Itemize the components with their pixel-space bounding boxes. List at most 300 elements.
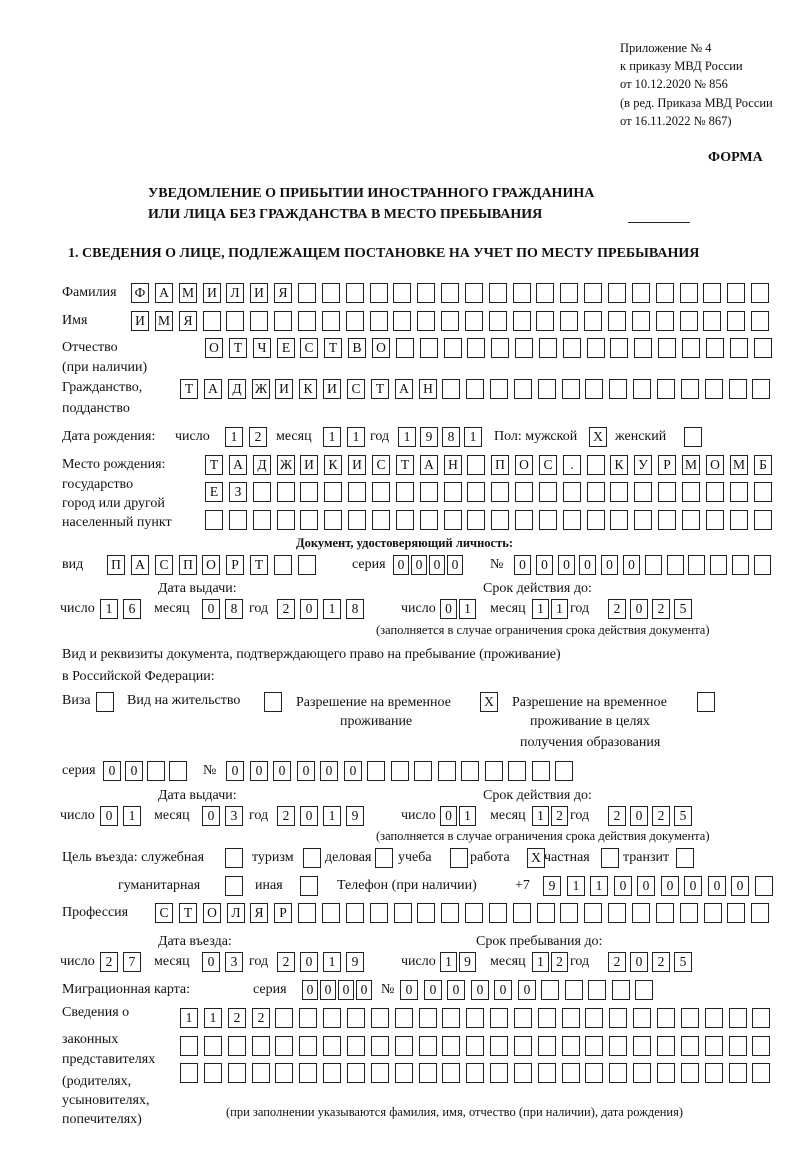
char-cell[interactable] [634, 338, 652, 358]
char-cell[interactable] [752, 1008, 770, 1028]
char-cell[interactable] [299, 1036, 317, 1056]
char-cell[interactable]: 2 [551, 806, 568, 826]
char-cell[interactable] [658, 482, 676, 502]
char-cell[interactable] [538, 1036, 556, 1056]
char-cell[interactable] [539, 510, 557, 530]
char-cell[interactable]: М [682, 455, 700, 475]
char-cell[interactable] [532, 761, 550, 781]
char-cell[interactable]: 0 [202, 806, 220, 826]
char-cell[interactable] [490, 1063, 508, 1083]
char-cell[interactable] [515, 338, 533, 358]
char-cell[interactable] [705, 1008, 723, 1028]
char-cell[interactable]: Л [226, 283, 244, 303]
char-cell[interactable]: 0 [100, 806, 118, 826]
char-cell[interactable] [682, 510, 700, 530]
char-cell[interactable] [204, 1036, 222, 1056]
char-cell[interactable] [727, 283, 745, 303]
char-cell[interactable]: 1 [100, 599, 118, 619]
char-cell[interactable]: 5 [674, 599, 692, 619]
char-cell[interactable]: В [348, 338, 366, 358]
char-cell[interactable]: 0 [202, 952, 220, 972]
char-cell[interactable] [180, 1063, 198, 1083]
char-cell[interactable]: А [131, 555, 149, 575]
char-cell[interactable] [395, 1063, 413, 1083]
char-cell[interactable] [705, 1036, 723, 1056]
char-cell[interactable] [204, 1063, 222, 1083]
char-cell[interactable] [752, 379, 770, 399]
char-cell[interactable] [563, 510, 581, 530]
char-cell[interactable] [323, 1063, 341, 1083]
char-cell[interactable] [612, 980, 630, 1000]
char-cell[interactable]: К [324, 455, 342, 475]
residence-checkbox[interactable] [264, 692, 282, 712]
char-cell[interactable] [563, 338, 581, 358]
char-cell[interactable] [667, 555, 684, 575]
char-cell[interactable] [632, 903, 650, 923]
char-cell[interactable] [563, 482, 581, 502]
char-cell[interactable]: И [300, 455, 318, 475]
char-cell[interactable]: 0 [297, 761, 315, 781]
char-cell[interactable]: 0 [447, 555, 463, 575]
char-cell[interactable] [417, 311, 435, 331]
char-cell[interactable] [681, 1036, 699, 1056]
char-cell[interactable] [347, 1008, 365, 1028]
char-cell[interactable] [658, 510, 676, 530]
char-cell[interactable]: К [299, 379, 317, 399]
char-cell[interactable]: 6 [123, 599, 141, 619]
char-cell[interactable] [732, 555, 749, 575]
char-cell[interactable]: 2 [652, 952, 670, 972]
char-cell[interactable]: А [395, 379, 413, 399]
char-cell[interactable] [393, 311, 411, 331]
char-cell[interactable]: 0 [623, 555, 640, 575]
char-cell[interactable] [441, 283, 459, 303]
char-cell[interactable] [729, 379, 747, 399]
char-cell[interactable] [203, 311, 221, 331]
char-cell[interactable]: 9 [459, 952, 476, 972]
char-cell[interactable] [322, 311, 340, 331]
char-cell[interactable] [228, 1036, 246, 1056]
char-cell[interactable] [635, 980, 653, 1000]
char-cell[interactable]: 0 [226, 761, 244, 781]
char-cell[interactable]: 5 [674, 952, 692, 972]
char-cell[interactable]: 0 [424, 980, 442, 1000]
char-cell[interactable] [751, 311, 769, 331]
char-cell[interactable] [253, 510, 271, 530]
char-cell[interactable] [420, 510, 438, 530]
char-cell[interactable] [393, 283, 411, 303]
char-cell[interactable] [229, 510, 247, 530]
char-cell[interactable] [419, 1036, 437, 1056]
char-cell[interactable] [298, 283, 316, 303]
char-cell[interactable]: 1 [532, 599, 549, 619]
char-cell[interactable]: С [539, 455, 557, 475]
char-cell[interactable]: 2 [249, 427, 267, 447]
char-cell[interactable] [466, 379, 484, 399]
char-cell[interactable] [539, 338, 557, 358]
char-cell[interactable] [657, 1063, 675, 1083]
char-cell[interactable]: 2 [100, 952, 118, 972]
char-cell[interactable] [610, 510, 628, 530]
char-cell[interactable] [466, 1063, 484, 1083]
char-cell[interactable] [490, 1008, 508, 1028]
char-cell[interactable] [560, 903, 578, 923]
char-cell[interactable] [252, 1063, 270, 1083]
char-cell[interactable]: Т [229, 338, 247, 358]
char-cell[interactable] [634, 510, 652, 530]
char-cell[interactable] [346, 903, 364, 923]
char-cell[interactable]: 2 [277, 952, 295, 972]
char-cell[interactable] [274, 311, 292, 331]
char-cell[interactable] [682, 482, 700, 502]
char-cell[interactable] [587, 510, 605, 530]
char-cell[interactable] [588, 980, 606, 1000]
char-cell[interactable] [705, 1063, 723, 1083]
char-cell[interactable] [420, 338, 438, 358]
char-cell[interactable] [298, 555, 316, 575]
char-cell[interactable]: Т [179, 903, 197, 923]
char-cell[interactable]: Н [444, 455, 462, 475]
char-cell[interactable]: 1 [567, 876, 585, 896]
char-cell[interactable]: О [706, 455, 724, 475]
char-cell[interactable] [645, 555, 662, 575]
char-cell[interactable]: 0 [125, 761, 143, 781]
char-cell[interactable] [395, 1008, 413, 1028]
char-cell[interactable] [324, 510, 342, 530]
char-cell[interactable]: 0 [630, 952, 648, 972]
char-cell[interactable]: 0 [630, 599, 648, 619]
char-cell[interactable]: Р [274, 903, 292, 923]
char-cell[interactable] [560, 311, 578, 331]
char-cell[interactable]: 1 [323, 427, 341, 447]
char-cell[interactable]: С [155, 903, 173, 923]
char-cell[interactable] [371, 1008, 389, 1028]
char-cell[interactable] [465, 903, 483, 923]
char-cell[interactable]: 9 [543, 876, 561, 896]
char-cell[interactable] [657, 1008, 675, 1028]
char-cell[interactable]: 1 [464, 427, 482, 447]
char-cell[interactable]: 0 [440, 599, 457, 619]
char-cell[interactable]: 0 [344, 761, 362, 781]
char-cell[interactable] [490, 379, 508, 399]
char-cell[interactable] [417, 903, 435, 923]
char-cell[interactable]: А [204, 379, 222, 399]
char-cell[interactable] [703, 311, 721, 331]
char-cell[interactable] [706, 510, 724, 530]
char-cell[interactable]: И [203, 283, 221, 303]
char-cell[interactable] [538, 1008, 556, 1028]
char-cell[interactable]: 5 [674, 806, 692, 826]
char-cell[interactable] [562, 1036, 580, 1056]
char-cell[interactable]: 2 [652, 806, 670, 826]
char-cell[interactable] [585, 379, 603, 399]
char-cell[interactable]: З [229, 482, 247, 502]
char-cell[interactable]: 0 [661, 876, 679, 896]
char-cell[interactable] [730, 338, 748, 358]
char-cell[interactable] [147, 761, 165, 781]
char-cell[interactable] [442, 379, 460, 399]
char-cell[interactable] [681, 1063, 699, 1083]
char-cell[interactable]: 0 [630, 806, 648, 826]
char-cell[interactable] [706, 482, 724, 502]
char-cell[interactable]: Ж [252, 379, 270, 399]
char-cell[interactable]: 2 [228, 1008, 246, 1028]
char-cell[interactable] [348, 482, 366, 502]
char-cell[interactable] [555, 761, 573, 781]
char-cell[interactable]: 0 [250, 761, 268, 781]
char-cell[interactable] [541, 980, 559, 1000]
char-cell[interactable] [444, 338, 462, 358]
char-cell[interactable]: 0 [300, 806, 318, 826]
p-business-checkbox[interactable] [375, 848, 393, 868]
char-cell[interactable] [754, 338, 772, 358]
char-cell[interactable] [419, 1008, 437, 1028]
char-cell[interactable] [508, 761, 526, 781]
char-cell[interactable] [729, 1063, 747, 1083]
char-cell[interactable]: А [229, 455, 247, 475]
char-cell[interactable] [513, 903, 531, 923]
char-cell[interactable]: Т [324, 338, 342, 358]
char-cell[interactable] [367, 761, 385, 781]
char-cell[interactable] [346, 283, 364, 303]
char-cell[interactable] [299, 1063, 317, 1083]
char-cell[interactable] [562, 379, 580, 399]
char-cell[interactable] [438, 761, 456, 781]
char-cell[interactable]: О [203, 903, 221, 923]
p-private-checkbox[interactable] [601, 848, 619, 868]
char-cell[interactable] [250, 311, 268, 331]
char-cell[interactable] [585, 1063, 603, 1083]
char-cell[interactable]: 0 [411, 555, 427, 575]
char-cell[interactable]: 0 [300, 952, 318, 972]
char-cell[interactable] [372, 510, 390, 530]
char-cell[interactable] [609, 379, 627, 399]
char-cell[interactable]: 0 [338, 980, 354, 1000]
char-cell[interactable]: Т [371, 379, 389, 399]
char-cell[interactable]: И [250, 283, 268, 303]
char-cell[interactable] [442, 1036, 460, 1056]
char-cell[interactable]: Т [250, 555, 268, 575]
char-cell[interactable]: Е [205, 482, 223, 502]
char-cell[interactable]: 1 [551, 599, 568, 619]
char-cell[interactable] [609, 1008, 627, 1028]
p-study-checkbox[interactable] [450, 848, 468, 868]
char-cell[interactable] [610, 482, 628, 502]
char-cell[interactable] [322, 283, 340, 303]
char-cell[interactable] [585, 1036, 603, 1056]
char-cell[interactable] [587, 482, 605, 502]
p-service-checkbox[interactable] [225, 848, 243, 868]
char-cell[interactable] [560, 283, 578, 303]
char-cell[interactable] [466, 1008, 484, 1028]
char-cell[interactable] [682, 338, 700, 358]
char-cell[interactable] [539, 482, 557, 502]
char-cell[interactable] [395, 1036, 413, 1056]
char-cell[interactable]: С [155, 555, 173, 575]
char-cell[interactable] [633, 379, 651, 399]
char-cell[interactable] [253, 482, 271, 502]
char-cell[interactable]: 0 [393, 555, 409, 575]
char-cell[interactable] [608, 903, 626, 923]
char-cell[interactable] [396, 510, 414, 530]
char-cell[interactable]: 1 [459, 599, 476, 619]
char-cell[interactable] [730, 510, 748, 530]
char-cell[interactable]: Я [179, 311, 197, 331]
char-cell[interactable] [370, 311, 388, 331]
char-cell[interactable] [461, 761, 479, 781]
p-transit-checkbox[interactable] [676, 848, 694, 868]
char-cell[interactable]: 0 [518, 980, 536, 1000]
char-cell[interactable]: 0 [440, 806, 457, 826]
char-cell[interactable]: 8 [225, 599, 243, 619]
char-cell[interactable] [298, 311, 316, 331]
p-tourism-checkbox[interactable] [303, 848, 321, 868]
char-cell[interactable] [298, 903, 316, 923]
char-cell[interactable] [323, 1008, 341, 1028]
char-cell[interactable]: 3 [225, 952, 243, 972]
char-cell[interactable]: Т [396, 455, 414, 475]
char-cell[interactable]: Р [658, 455, 676, 475]
char-cell[interactable]: И [323, 379, 341, 399]
char-cell[interactable]: Я [274, 283, 292, 303]
char-cell[interactable]: 0 [601, 555, 618, 575]
char-cell[interactable] [585, 1008, 603, 1028]
char-cell[interactable] [467, 338, 485, 358]
char-cell[interactable]: М [730, 455, 748, 475]
char-cell[interactable] [656, 283, 674, 303]
char-cell[interactable]: Т [205, 455, 223, 475]
char-cell[interactable] [515, 510, 533, 530]
char-cell[interactable]: 0 [302, 980, 318, 1000]
char-cell[interactable]: 0 [579, 555, 596, 575]
char-cell[interactable] [372, 482, 390, 502]
char-cell[interactable] [514, 1063, 532, 1083]
char-cell[interactable] [467, 510, 485, 530]
char-cell[interactable] [396, 482, 414, 502]
char-cell[interactable]: Е [277, 338, 295, 358]
char-cell[interactable]: И [131, 311, 149, 331]
char-cell[interactable]: 1 [323, 952, 341, 972]
char-cell[interactable] [396, 338, 414, 358]
char-cell[interactable]: Б [754, 455, 772, 475]
char-cell[interactable] [371, 1036, 389, 1056]
char-cell[interactable] [252, 1036, 270, 1056]
char-cell[interactable] [634, 482, 652, 502]
char-cell[interactable]: Т [180, 379, 198, 399]
char-cell[interactable] [538, 379, 556, 399]
char-cell[interactable] [680, 311, 698, 331]
char-cell[interactable] [277, 510, 295, 530]
char-cell[interactable]: М [155, 311, 173, 331]
char-cell[interactable] [680, 903, 698, 923]
char-cell[interactable] [752, 1036, 770, 1056]
char-cell[interactable] [417, 283, 435, 303]
char-cell[interactable]: 2 [652, 599, 670, 619]
char-cell[interactable] [609, 1036, 627, 1056]
p-work-checkbox[interactable]: X [527, 848, 545, 868]
char-cell[interactable] [370, 283, 388, 303]
char-cell[interactable] [442, 1008, 460, 1028]
char-cell[interactable]: К [610, 455, 628, 475]
char-cell[interactable]: 0 [614, 876, 632, 896]
char-cell[interactable] [490, 1036, 508, 1056]
char-cell[interactable] [419, 1063, 437, 1083]
char-cell[interactable]: 0 [494, 980, 512, 1000]
char-cell[interactable] [562, 1063, 580, 1083]
char-cell[interactable] [513, 283, 531, 303]
char-cell[interactable]: И [275, 379, 293, 399]
char-cell[interactable] [323, 1036, 341, 1056]
char-cell[interactable]: 1 [204, 1008, 222, 1028]
char-cell[interactable]: 1 [323, 599, 341, 619]
p-other-checkbox[interactable] [300, 876, 318, 896]
char-cell[interactable] [348, 510, 366, 530]
char-cell[interactable] [489, 311, 507, 331]
char-cell[interactable]: Я [250, 903, 268, 923]
char-cell[interactable] [514, 1008, 532, 1028]
char-cell[interactable]: 0 [202, 599, 220, 619]
char-cell[interactable] [467, 455, 485, 475]
char-cell[interactable] [730, 482, 748, 502]
char-cell[interactable] [754, 482, 772, 502]
char-cell[interactable] [584, 311, 602, 331]
char-cell[interactable] [609, 1063, 627, 1083]
char-cell[interactable]: 0 [400, 980, 418, 1000]
char-cell[interactable]: 1 [323, 806, 341, 826]
visa-checkbox[interactable] [96, 692, 114, 712]
char-cell[interactable]: 1 [532, 806, 549, 826]
char-cell[interactable]: 2 [608, 952, 626, 972]
char-cell[interactable] [513, 311, 531, 331]
char-cell[interactable] [420, 482, 438, 502]
char-cell[interactable]: С [300, 338, 318, 358]
char-cell[interactable]: . [563, 455, 581, 475]
char-cell[interactable]: 1 [590, 876, 608, 896]
char-cell[interactable] [441, 903, 459, 923]
char-cell[interactable] [466, 1036, 484, 1056]
char-cell[interactable] [489, 283, 507, 303]
char-cell[interactable] [587, 455, 605, 475]
char-cell[interactable] [657, 1036, 675, 1056]
char-cell[interactable]: 0 [447, 980, 465, 1000]
char-cell[interactable]: 2 [608, 599, 626, 619]
char-cell[interactable]: 0 [471, 980, 489, 1000]
char-cell[interactable]: 1 [123, 806, 141, 826]
char-cell[interactable] [465, 311, 483, 331]
char-cell[interactable]: П [179, 555, 197, 575]
char-cell[interactable] [274, 555, 292, 575]
char-cell[interactable] [414, 761, 432, 781]
char-cell[interactable] [688, 555, 705, 575]
char-cell[interactable] [275, 1063, 293, 1083]
char-cell[interactable]: 0 [273, 761, 291, 781]
char-cell[interactable]: 8 [346, 599, 364, 619]
char-cell[interactable]: А [155, 283, 173, 303]
char-cell[interactable] [751, 903, 769, 923]
char-cell[interactable] [584, 283, 602, 303]
char-cell[interactable] [169, 761, 187, 781]
char-cell[interactable] [536, 311, 554, 331]
char-cell[interactable]: 9 [346, 952, 364, 972]
char-cell[interactable] [485, 761, 503, 781]
char-cell[interactable] [441, 311, 459, 331]
char-cell[interactable] [491, 338, 509, 358]
char-cell[interactable]: 3 [225, 806, 243, 826]
char-cell[interactable] [180, 1036, 198, 1056]
char-cell[interactable] [275, 1008, 293, 1028]
char-cell[interactable] [703, 283, 721, 303]
char-cell[interactable] [444, 482, 462, 502]
